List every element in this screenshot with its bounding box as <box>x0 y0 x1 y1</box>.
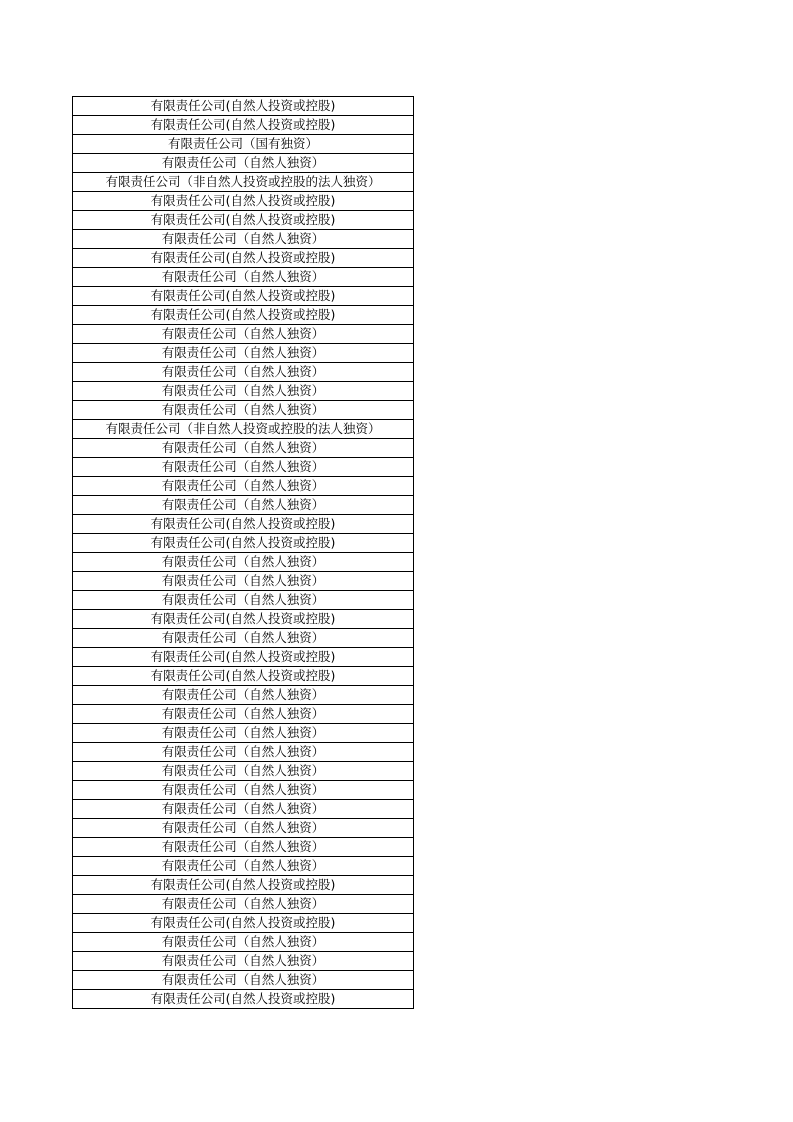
table-row <box>73 572 414 591</box>
company-type-cell: 有限责任公司（自然人独资） <box>73 553 414 572</box>
company-type-cell: 有限责任公司(自然人投资或控股) <box>73 990 414 1009</box>
company-type-cell: 有限责任公司(自然人投资或控股) <box>73 116 414 135</box>
table-row <box>73 838 414 857</box>
table-row <box>73 173 414 192</box>
table-row <box>73 781 414 800</box>
table-row <box>73 211 414 230</box>
company-type-cell: 有限责任公司（自然人独资） <box>73 230 414 249</box>
table-row <box>73 895 414 914</box>
company-type-cell: 有限责任公司（自然人独资） <box>73 857 414 876</box>
table-row <box>73 952 414 971</box>
company-type-cell: 有限责任公司（自然人独资） <box>73 819 414 838</box>
table-row <box>73 819 414 838</box>
table-row <box>73 686 414 705</box>
table-row <box>73 496 414 515</box>
company-type-cell: 有限责任公司(自然人投资或控股) <box>73 287 414 306</box>
table-row <box>73 515 414 534</box>
company-type-cell: 有限责任公司(自然人投资或控股) <box>73 97 414 116</box>
company-type-cell: 有限责任公司（自然人独资） <box>73 382 414 401</box>
company-type-cell: 有限责任公司（自然人独资） <box>73 572 414 591</box>
company-type-cell: 有限责任公司（自然人独资） <box>73 762 414 781</box>
table-row <box>73 344 414 363</box>
company-type-cell: 有限责任公司（自然人独资） <box>73 629 414 648</box>
company-type-cell: 有限责任公司（自然人独资） <box>73 344 414 363</box>
company-type-cell: 有限责任公司（非自然人投资或控股的法人独资） <box>73 420 414 439</box>
table-row <box>73 249 414 268</box>
company-type-cell: 有限责任公司(自然人投资或控股) <box>73 515 414 534</box>
company-type-cell: 有限责任公司（自然人独资） <box>73 952 414 971</box>
table-row <box>73 876 414 895</box>
company-type-cell: 有限责任公司(自然人投资或控股) <box>73 876 414 895</box>
table-row <box>73 458 414 477</box>
company-type-cell: 有限责任公司（自然人独资） <box>73 686 414 705</box>
table-row <box>73 116 414 135</box>
company-type-cell: 有限责任公司（国有独资） <box>73 135 414 154</box>
table-row <box>73 154 414 173</box>
company-type-cell: 有限责任公司（自然人独资） <box>73 458 414 477</box>
company-type-cell: 有限责任公司（自然人独资） <box>73 325 414 344</box>
company-type-cell: 有限责任公司（自然人独资） <box>73 496 414 515</box>
table-row <box>73 230 414 249</box>
company-type-cell: 有限责任公司（自然人独资） <box>73 800 414 819</box>
company-type-cell: 有限责任公司（自然人独资） <box>73 268 414 287</box>
company-type-cell: 有限责任公司(自然人投资或控股) <box>73 667 414 686</box>
company-type-cell: 有限责任公司(自然人投资或控股) <box>73 249 414 268</box>
table-row <box>73 363 414 382</box>
table-row <box>73 705 414 724</box>
table-row <box>73 800 414 819</box>
table-row <box>73 97 414 116</box>
table-row <box>73 914 414 933</box>
table-row <box>73 743 414 762</box>
company-type-cell: 有限责任公司（自然人独资） <box>73 838 414 857</box>
company-type-cell: 有限责任公司（自然人独资） <box>73 781 414 800</box>
table-row <box>73 553 414 572</box>
table-row <box>73 268 414 287</box>
table-row <box>73 439 414 458</box>
table-row <box>73 857 414 876</box>
table-row <box>73 667 414 686</box>
table-body <box>73 97 414 1009</box>
company-type-cell: 有限责任公司(自然人投资或控股) <box>73 648 414 667</box>
table-row <box>73 971 414 990</box>
company-type-cell: 有限责任公司（自然人独资） <box>73 154 414 173</box>
company-type-cell: 有限责任公司(自然人投资或控股) <box>73 534 414 553</box>
table-row <box>73 287 414 306</box>
table-row <box>73 477 414 496</box>
company-type-cell: 有限责任公司（自然人独资） <box>73 895 414 914</box>
company-type-cell: 有限责任公司（自然人独资） <box>73 401 414 420</box>
table-row <box>73 192 414 211</box>
table-row <box>73 610 414 629</box>
table-row <box>73 724 414 743</box>
company-type-cell: 有限责任公司（自然人独资） <box>73 591 414 610</box>
company-type-cell: 有限责任公司（自然人独资） <box>73 477 414 496</box>
company-type-cell: 有限责任公司（非自然人投资或控股的法人独资） <box>73 173 414 192</box>
table-row <box>73 762 414 781</box>
company-type-cell: 有限责任公司（自然人独资） <box>73 971 414 990</box>
company-type-cell: 有限责任公司（自然人独资） <box>73 743 414 762</box>
table-row <box>73 135 414 154</box>
company-type-cell: 有限责任公司(自然人投资或控股) <box>73 306 414 325</box>
table-row <box>73 382 414 401</box>
company-type-table <box>72 96 414 1009</box>
company-type-cell: 有限责任公司（自然人独资） <box>73 363 414 382</box>
table-row <box>73 534 414 553</box>
table-row <box>73 648 414 667</box>
table-row <box>73 401 414 420</box>
company-type-cell: 有限责任公司（自然人独资） <box>73 933 414 952</box>
company-type-cell: 有限责任公司(自然人投资或控股) <box>73 192 414 211</box>
table-row <box>73 933 414 952</box>
company-type-cell: 有限责任公司(自然人投资或控股) <box>73 914 414 933</box>
table-row <box>73 990 414 1009</box>
table-row <box>73 629 414 648</box>
company-type-cell: 有限责任公司（自然人独资） <box>73 439 414 458</box>
company-type-cell: 有限责任公司(自然人投资或控股) <box>73 610 414 629</box>
table-row <box>73 591 414 610</box>
table-row <box>73 306 414 325</box>
company-type-cell: 有限责任公司（自然人独资） <box>73 705 414 724</box>
company-type-cell: 有限责任公司(自然人投资或控股) <box>73 211 414 230</box>
table-row <box>73 325 414 344</box>
company-type-cell: 有限责任公司（自然人独资） <box>73 724 414 743</box>
table-row <box>73 420 414 439</box>
